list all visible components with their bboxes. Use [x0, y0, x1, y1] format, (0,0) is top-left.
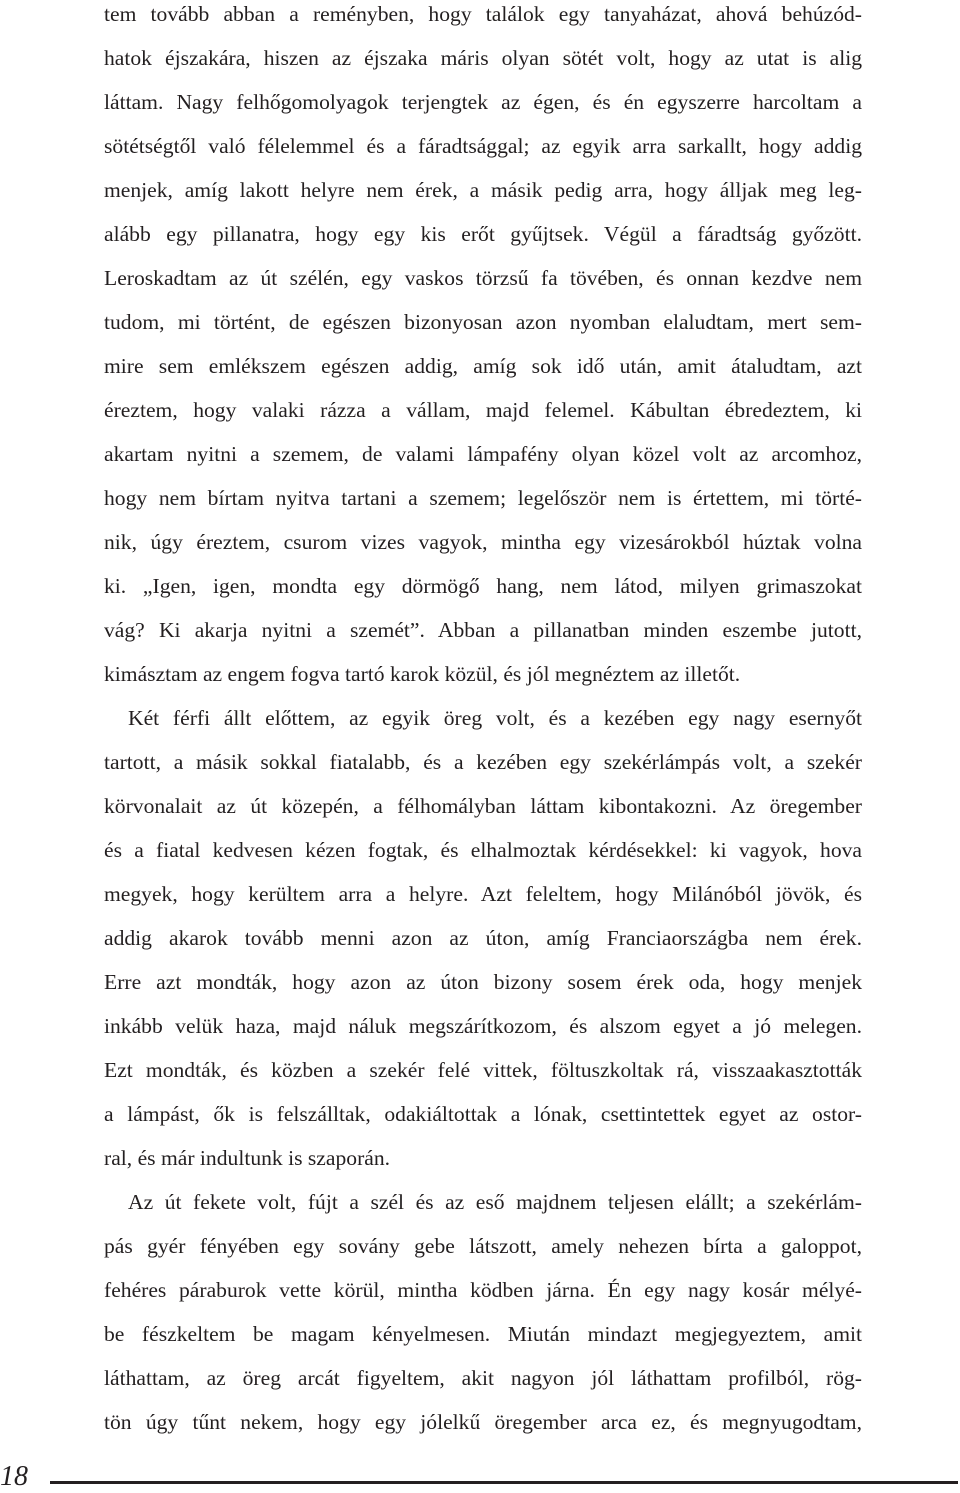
text-line: a lámpást, ők is felszálltak, odakiáltottak a lónak, csettintettek egyet az ostor- [104, 1102, 862, 1126]
text-line: menjek, amíg lakott helyre nem érek, a másik pedig arra, hogy álljak meg leg- [104, 178, 862, 202]
text-line: hogy nem bírtam nyitva tartani a szemem; legelőször nem is értettem, mi törté- [104, 486, 862, 510]
footer-rule [50, 1481, 958, 1484]
text-line: fehéres páraburok vette körül, mintha ködben járna. Én egy nagy kosár mélyé- [104, 1278, 862, 1302]
text-line: Az út fekete volt, fújt a szél és az eső majdnem teljesen elállt; a szekérlám- [128, 1190, 862, 1214]
text-line: tudom, mi történt, de egészen bizonyosan azon nyomban elaludtam, mert sem- [104, 310, 862, 334]
text-line: nik, úgy éreztem, csurom vizes vagyok, mintha egy vizesárokból húztak volna [104, 530, 862, 554]
text-line: tön úgy tűnt nekem, hogy egy jólelkű öregember arca ez, és megnyugodtam, [104, 1410, 862, 1434]
text-line: láttam. Nagy felhőgomolyagok terjengtek az égen, és én egyszerre harcoltam a [104, 90, 862, 114]
text-line: körvonalait az út közepén, a félhomályban láttam kibontakozni. Az öregember [104, 794, 862, 818]
text-line: alább egy pillanatra, hogy egy kis erőt gyűjtsek. Végül a fáradtság győzött. [104, 222, 862, 246]
text-line: megyek, hogy kerültem arra a helyre. Azt feleltem, hogy Milánóból jövök, és [104, 882, 862, 906]
text-line: éreztem, hogy valaki rázza a vállam, majd felemel. Kábultan ébredeztem, ki [104, 398, 862, 422]
body-text [104, 0, 862, 1444]
text-line: kimásztam az engem fogva tartó karok közül, és jól megnéztem az illetőt. [104, 662, 741, 686]
text-line: inkább velük haza, majd náluk megszárítkozom, és alszom egyet a jó melegen. [104, 1014, 862, 1038]
text-line: sötétségtől való félelemmel és a fáradtsággal; az egyik arra sarkallt, hogy addig [104, 134, 862, 158]
text-line: be fészkeltem be magam kényelmesen. Miután mindazt megjegyeztem, amit [104, 1322, 862, 1346]
text-line: addig akarok tovább menni azon az úton, amíg Franciaországba nem érek. [104, 926, 862, 950]
text-line: tem tovább abban a reményben, hogy találok egy tanyaházat, ahová behúzód- [104, 2, 862, 26]
text-line: hatok éjszakára, hiszen az éjszaka máris olyan sötét volt, hogy az utat is alig [104, 46, 862, 70]
text-line: pás gyér fényében egy sovány gebe látszott, amely nehezen bírta a galoppot, [104, 1234, 862, 1258]
text-line: tartott, a másik sokkal fiatalabb, és a kezében egy szekérlámpás volt, a szekér [104, 750, 862, 774]
text-line: ral, és már indultunk is szaporán. [104, 1146, 391, 1170]
page-number: 18 [0, 1461, 28, 1492]
text-line: és a fiatal kedvesen kézen fogtak, és elhalmoztak kérdésekkel: ki vagyok, hova [104, 838, 862, 862]
text-line: akartam nyitni a szemem, de valami lámpafény olyan közel volt az arcomhoz, [104, 442, 862, 466]
text-line: láthattam, az öreg arcát figyeltem, akit nagyon jól láthattam profilból, rög- [104, 1366, 862, 1390]
text-line: Leroskadtam az út szélén, egy vaskos törzsű fa tövében, és onnan kezdve nem [104, 266, 862, 290]
text-line: vág? Ki akarja nyitni a szemét”. Abban a pillanatban minden eszembe jutott, [104, 618, 862, 642]
text-line: ki. „Igen, igen, mondta egy dörmögő hang, nem látod, milyen grimaszokat [104, 574, 862, 598]
text-line: Ezt mondták, és közben a szekér felé vittek, föltuszkoltak rá, visszaakasztották [104, 1058, 862, 1082]
text-line: Két férfi állt előttem, az egyik öreg volt, és a kezében egy nagy esernyőt [128, 706, 862, 730]
text-line: Erre azt mondták, hogy azon az úton bizony sosem érek oda, hogy menjek [104, 970, 862, 994]
text-line: mire sem emlékszem egészen addig, amíg sok idő után, amit átaludtam, azt [104, 354, 862, 378]
